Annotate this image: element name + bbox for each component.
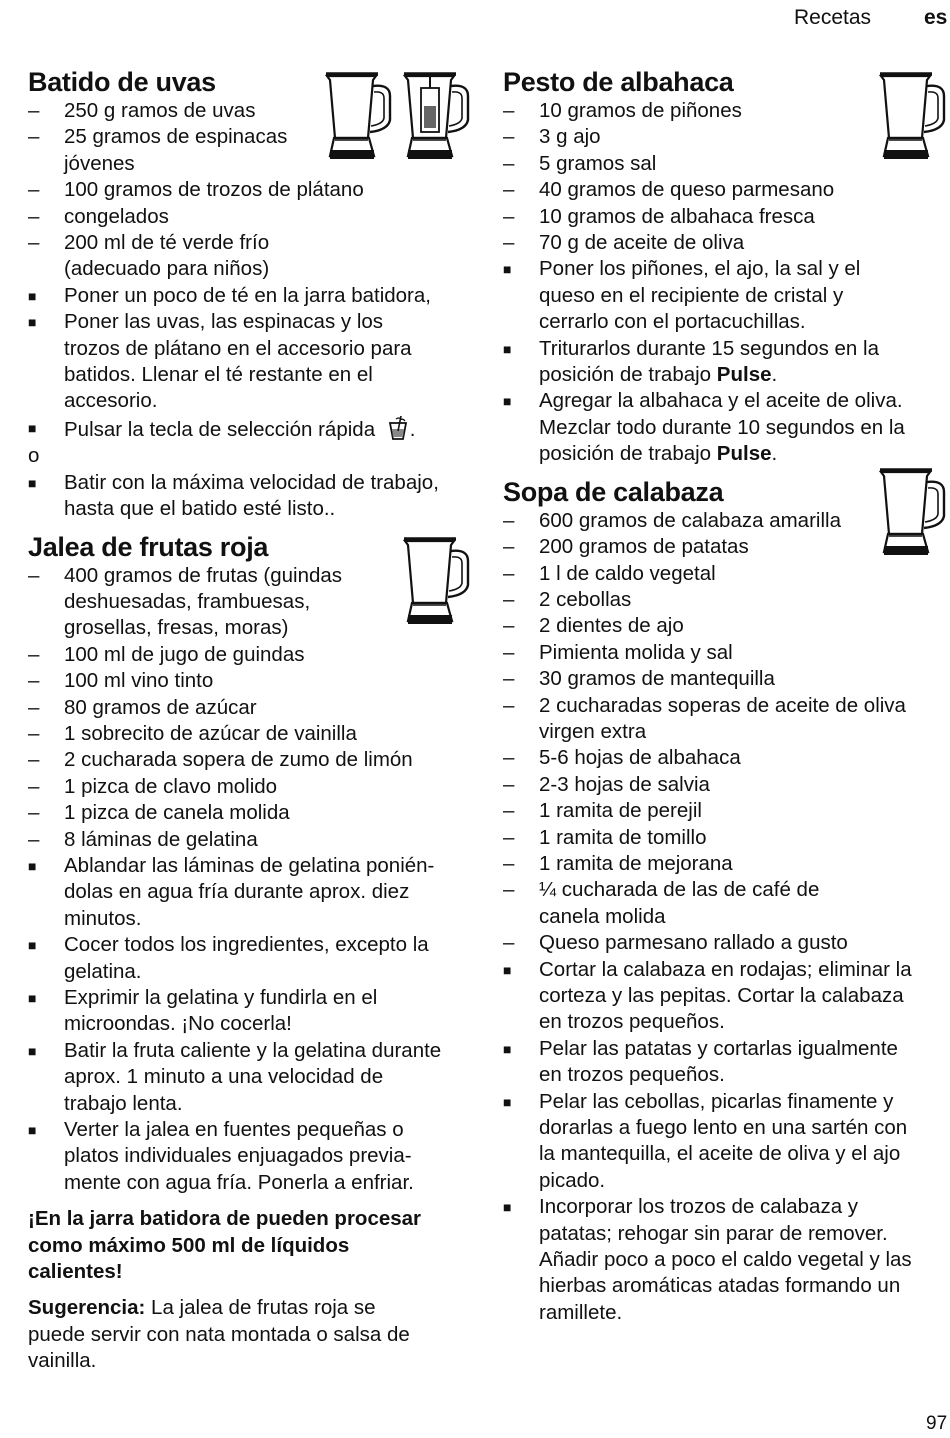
list-item: aprox. 1 minuto a una velocidad de	[64, 1065, 384, 1089]
smoothie-quick-select-icon	[386, 415, 410, 441]
list-item: – 5-6 hojas de albahaca	[503, 746, 741, 770]
list-item: – 80 gramos de azúcar	[28, 695, 257, 719]
list-item: – 1 ramita de mejorana	[503, 851, 733, 875]
list-item: Añadir poco a poco el caldo vegetal y las	[539, 1248, 912, 1272]
recipe-title: Batido de uvas	[28, 67, 216, 97]
pesto-list	[503, 98, 948, 468]
list-item: ■ Incorporar los trozos de calabaza y	[503, 1195, 859, 1219]
list-item: jóvenes	[64, 151, 135, 175]
list-item: – 2-3 hojas de salvia	[503, 772, 710, 796]
list-item: ■ Poner los piñones, el ajo, la sal y el	[503, 257, 861, 281]
list-item: – 70 g de aceite de oliva	[503, 231, 745, 255]
list-item: posición de trabajo Pulse.	[539, 442, 778, 466]
list-item: – 2 cucharada sopera de zumo de limón	[28, 748, 413, 772]
list-item: ■ Ablandar las láminas de gelatina ponién-	[28, 853, 435, 877]
list-item: – 8 láminas de gelatina	[28, 827, 258, 851]
list-item: ■ Poner las uvas, las espinacas y los	[28, 310, 384, 334]
jalea-list	[28, 563, 478, 1197]
recipe-title: Sopa de calabaza	[503, 476, 724, 507]
list-item: – 1 l de caldo vegetal	[503, 561, 716, 585]
list-item: grosellas, fresas, moras)	[64, 616, 289, 640]
list-item: – 100 gramos de trozos de plátano	[28, 178, 364, 202]
list-item: ■ Pelar las cebollas, picarlas finamente y	[503, 1089, 894, 1113]
left-column	[28, 66, 478, 1375]
list-item: – 1 ramita de perejil	[503, 799, 702, 823]
list-item: cerrarlo con el portacuchillas.	[539, 310, 806, 334]
list-item: ■ Pelar las patatas y cortarlas igualmente	[503, 1036, 898, 1060]
list-item: minutos.	[64, 906, 142, 930]
list-item: dorarlas a fuego lento en una sartén con	[539, 1116, 908, 1140]
list-item: – 200 gramos de patatas	[503, 535, 749, 559]
serving-tip: Sugerencia: La jalea de frutas roja se puede servir con nata montada o salsa de vainilla.	[28, 1296, 410, 1373]
list-item: ramillete.	[539, 1300, 623, 1324]
recipe-jalea-de-frutas-roja	[28, 531, 478, 1375]
list-item: ■ Batir la fruta caliente y la gelatina durante	[28, 1038, 442, 1062]
list-item: ■ Poner un poco de té en la jarra batidora,	[28, 283, 431, 307]
list-item: – 250 g ramos de uvas	[28, 99, 256, 122]
list-item: – 1 ramita de tomillo	[503, 825, 707, 849]
list-item: – 2 dientes de ajo	[503, 614, 684, 638]
batido-list	[28, 98, 478, 523]
list-item: hierbas aromáticas atadas formando un	[539, 1274, 901, 1298]
list-item: ■ Triturarlos durante 15 segundos en la	[503, 336, 879, 360]
recipe-batido-de-uvas	[28, 66, 478, 523]
list-item: – 5 gramos sal	[503, 151, 657, 175]
recipe-title: Jalea de frutas roja	[28, 531, 269, 562]
list-item: ■ Agregar la albahaca y el aceite de oliva.	[503, 389, 903, 413]
list-item: ■ Verter la jalea en fuentes pequeñas o	[28, 1118, 404, 1142]
list-item: ■ Pulsar la tecla de selección rápida .	[28, 415, 478, 443]
list-item: – 100 ml de jugo de guindas	[28, 642, 305, 666]
list-item: trabajo lenta.	[64, 1091, 183, 1115]
header-language-code: es	[924, 6, 948, 29]
sopa-list	[503, 508, 948, 1327]
list-item: mente con agua fría. Ponerla a enfriar.	[64, 1170, 414, 1194]
list-item: dolas en agua fría durante aprox. diez	[64, 880, 410, 904]
recipe-sopa-de-calabaza	[503, 476, 948, 1327]
list-item: ■ Cortar la calabaza en rodajas; eliminar la	[503, 957, 912, 981]
list-item: – 40 gramos de queso parmesano	[503, 178, 835, 202]
list-item: virgen extra	[539, 719, 647, 743]
list-item: hasta que el batido esté listo..	[64, 497, 336, 521]
list-item: – 600 gramos de calabaza amarilla	[503, 508, 841, 532]
list-item: corteza y las pepitas. Cortar la calabaza	[539, 984, 904, 1007]
list-item: ■ Batir con la máxima velocidad de trabajo,	[28, 470, 439, 494]
list-item: en trozos pequeños.	[539, 1010, 725, 1034]
list-item: – 2 cucharadas soperas de aceite de oliva	[503, 693, 906, 717]
list-item: – 3 g ajo	[503, 125, 601, 149]
header-section-title: Recetas	[794, 6, 872, 29]
list-item: o	[28, 444, 40, 468]
list-item: batidos. Llenar el té restante en el	[64, 363, 373, 387]
list-item: – 10 gramos de albahaca fresca	[503, 204, 815, 228]
list-item: – ¼ cucharada de las de café de	[503, 878, 820, 902]
list-item: picado.	[539, 1168, 606, 1192]
list-item: – 400 gramos de frutas (guindas	[28, 563, 343, 587]
list-item: – 10 gramos de piñones	[503, 99, 742, 122]
list-item: deshuesadas, frambuesas,	[64, 589, 311, 613]
recipe-title: Pesto de albahaca	[503, 67, 734, 97]
list-item: – Queso parmesano rallado a gusto	[503, 931, 848, 955]
list-item: – 25 gramos de espinacas	[28, 125, 288, 149]
recipe-pesto-de-albahaca	[503, 66, 948, 468]
list-item: – 2 cebollas	[503, 587, 632, 611]
list-item: ■ Cocer todos los ingredientes, excepto la	[28, 933, 429, 957]
right-column	[503, 66, 948, 1326]
list-item: en trozos pequeños.	[539, 1063, 725, 1087]
list-item: la mantequilla, el aceite de oliva y el ajo	[539, 1142, 901, 1166]
list-item: – 100 ml vino tinto	[28, 669, 214, 693]
list-item: – 1 pizca de clavo molido	[28, 774, 278, 798]
list-item: microondas. ¡No cocerla!	[64, 1012, 292, 1036]
list-item: – 1 sobrecito de azúcar de vainilla	[28, 721, 357, 745]
list-item: accesorio.	[64, 389, 158, 413]
list-item: posición de trabajo Pulse.	[539, 363, 778, 387]
list-item: – 200 ml de té verde frío	[28, 231, 270, 255]
list-item: canela molida	[539, 904, 666, 928]
list-item: platos individuales enjuagados previa-	[64, 1144, 412, 1168]
list-item: Mezclar todo durante 10 segundos en la	[539, 415, 905, 439]
list-item: – congelados	[28, 204, 169, 228]
hot-liquid-warning: ¡En la jarra batidora de pueden procesar como máximo 500 ml de líquidos calientes!	[28, 1207, 422, 1284]
list-item: gelatina.	[64, 959, 142, 983]
list-item: – 1 pizca de canela molida	[28, 801, 290, 825]
list-item: – 30 gramos de mantequilla	[503, 667, 775, 691]
list-item: – Pimienta molida y sal	[503, 640, 733, 664]
page-number: 97	[926, 1413, 948, 1434]
list-item: ■ Exprimir la gelatina y fundirla en el	[28, 986, 378, 1009]
list-item: (adecuado para niños)	[64, 257, 270, 281]
list-item: patatas; rehogar sin parar de remover.	[539, 1221, 888, 1245]
list-item: queso en el recipiente de cristal y	[539, 283, 844, 307]
list-item: trozos de plátano en el accesorio para	[64, 336, 412, 360]
